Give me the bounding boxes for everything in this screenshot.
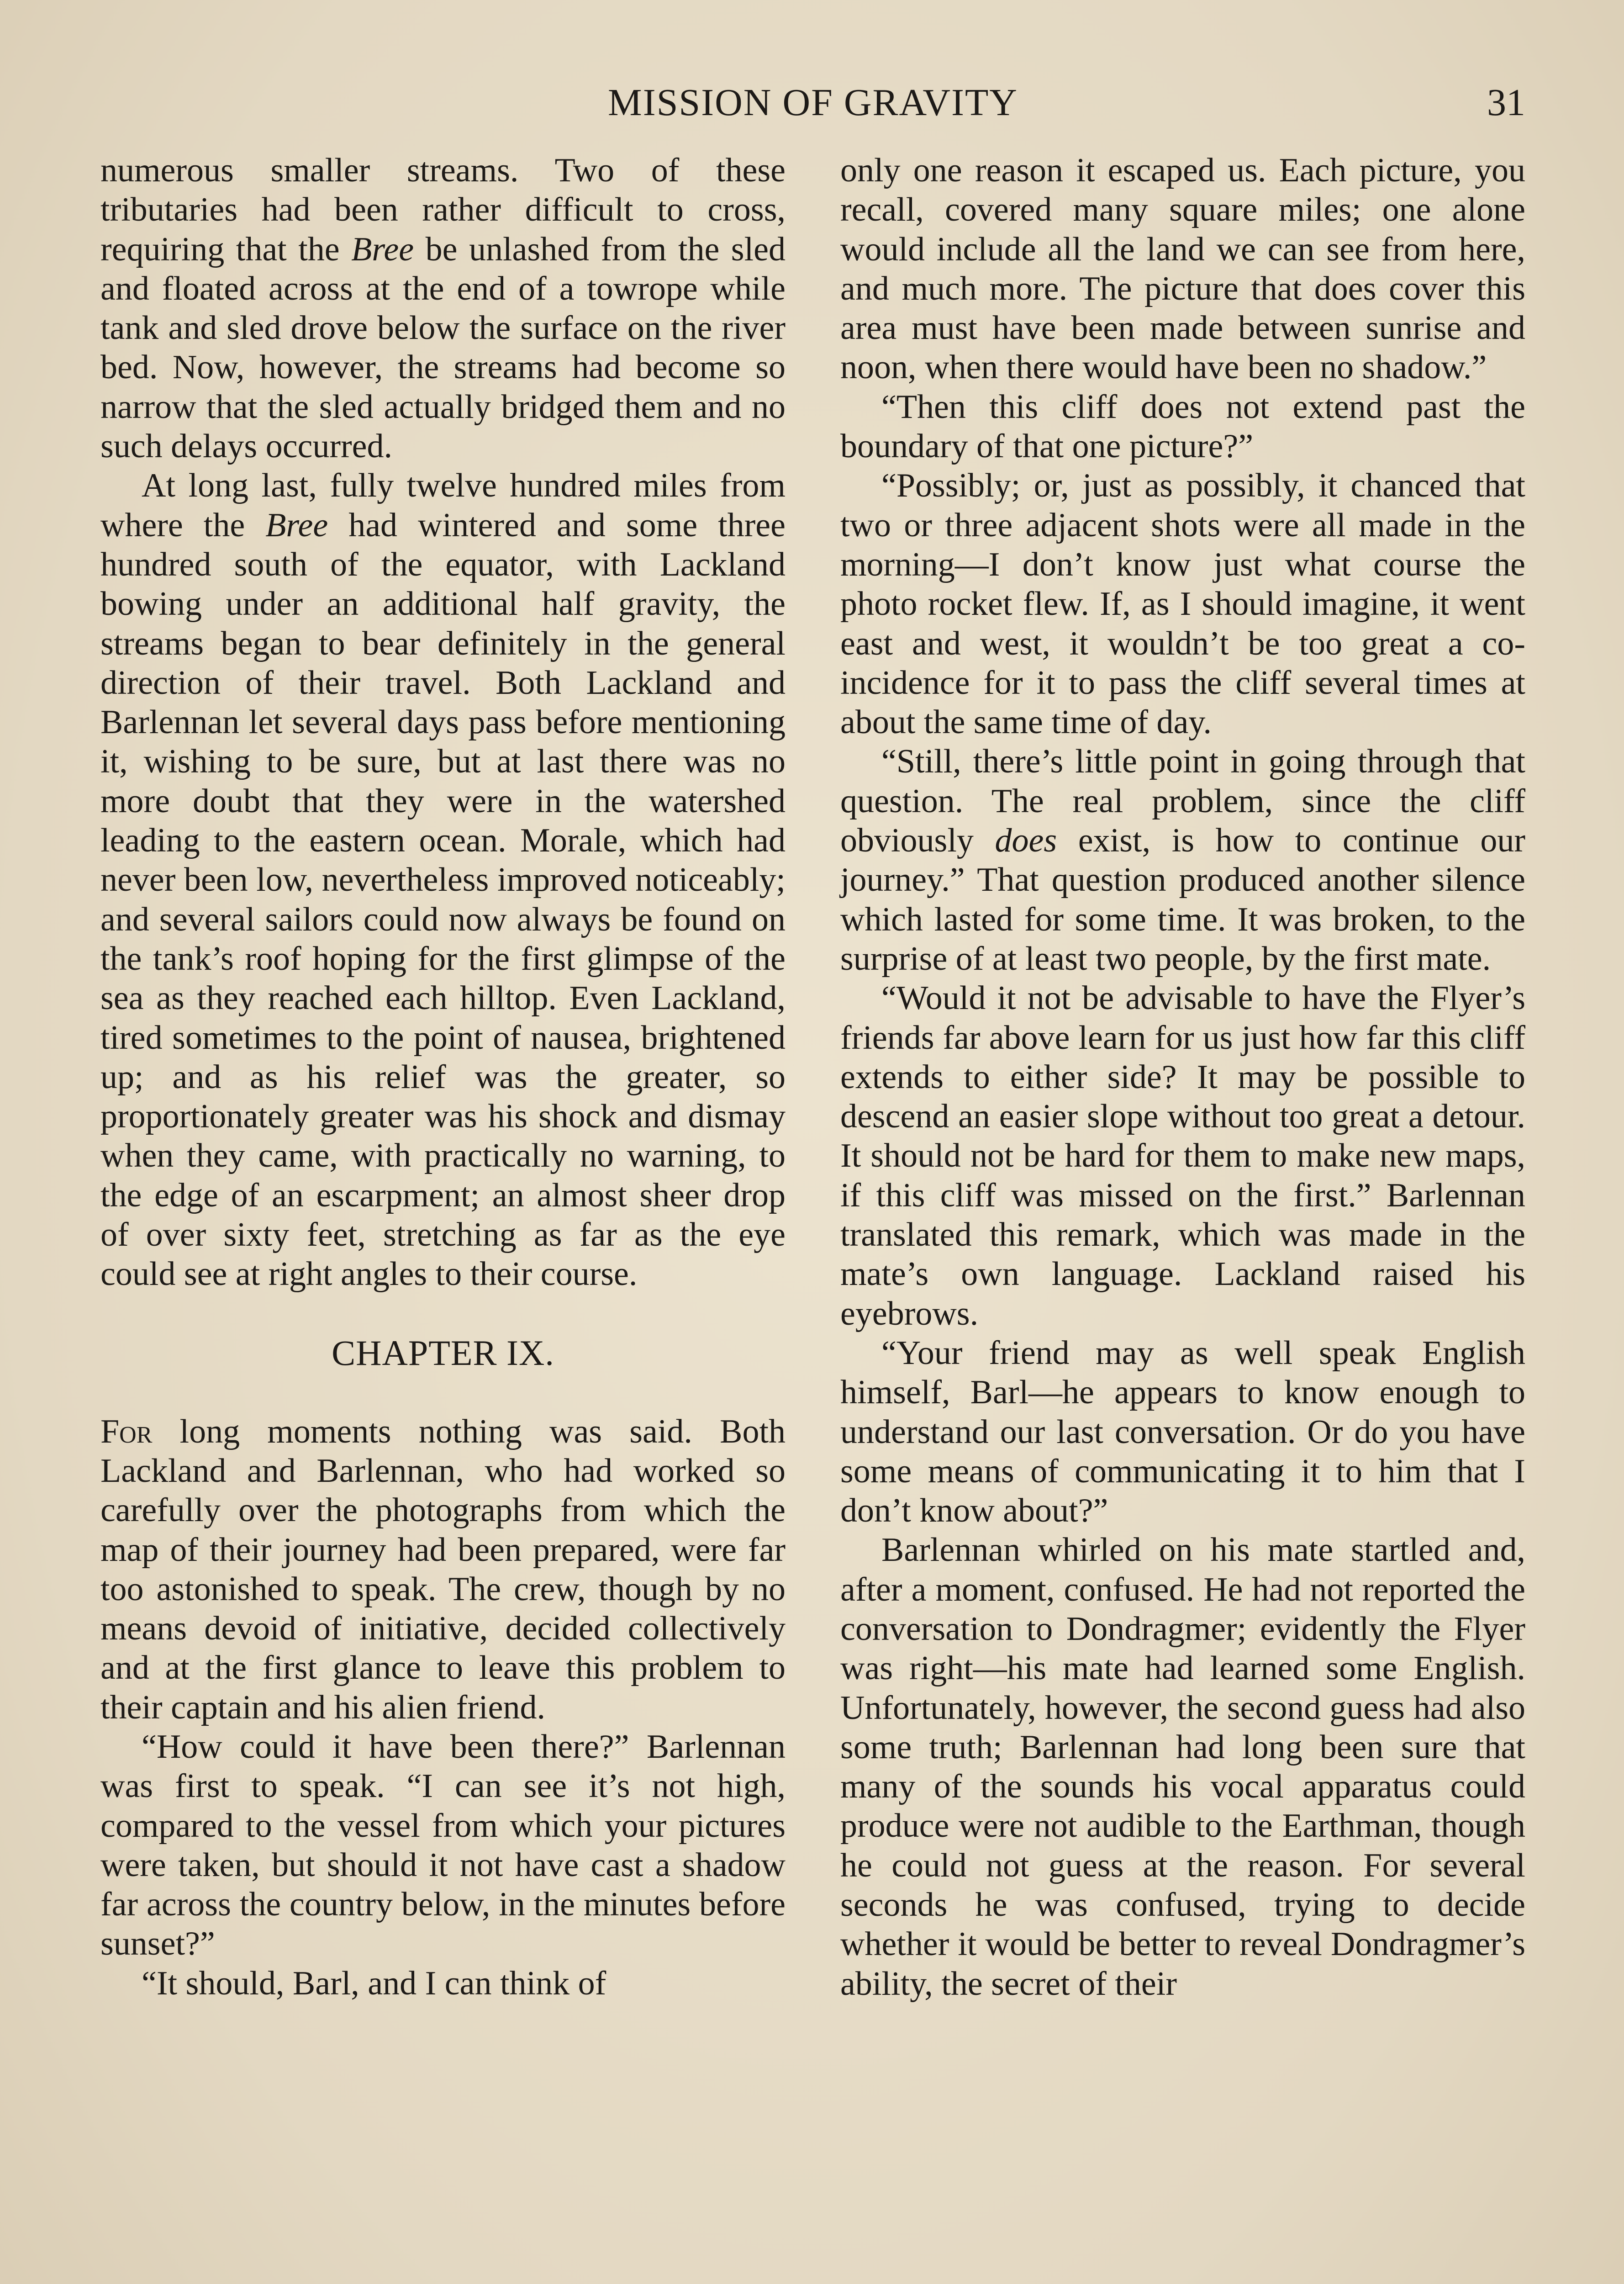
paragraph: numerous smaller streams. Two of these tributaries had been rather difficult to cross, requiring that the Bree be unlashed from the sled and floated across at the end of a towrope while tank and sled drove below the surface on the river bed. Now, however, the streams had become so narrow that the sled actually bridged them and no such delays occurred. xyxy=(100,152,786,465)
paragraph: “Possibly; or, just as possibly, it chanced that two or three adjacent shots were all made in the morning—I don’t know just what course the photo rocket flew. If, as I should imagine, it went east and west, it wouldn’t be too great a coincidence for it to pass the cliff several times at about the same time of day. xyxy=(840,467,1525,741)
ship-name: Bree xyxy=(351,230,414,268)
paragraph: “Still, there’s little point in going through that question. The real problem, since the cliff obviously does exist, is how to continue our journey.” That question produced another silence which lasted for some time. It was broken, to the surprise of at least two people, by the first mate. xyxy=(840,743,1525,978)
page-header xyxy=(100,78,1525,128)
left-column xyxy=(100,151,786,2003)
paragraph: At long last, fully twelve hundred miles from where the Bree had wintered and some three hundred south of the equator, with Lackland bowing under an additional half gravity, the streams began to bear definitely in the general direction of their travel. Both Lackland and Barlennan let several days pass before mentioning it, wishing to be sure, but at last there was no more doubt that they were in the watershed leading to the eastern ocean. Morale, which had never been low, nevertheless improved noticeably; and several sailors could now always be found on the tank’s roof hoping for the first glimpse of the sea as they reached each hilltop. Even Lackland, tired sometimes to the point of nausea, brightened up; and as his relief was the greater, so proportionately greater was his shock and dismay when they came, with practically no warning, to the edge of an escarpment; an almost sheer drop of over sixty feet, stretching as far as the eye could see at right angles to their course. xyxy=(100,467,786,1293)
ship-name: Bree xyxy=(265,506,328,544)
emphasis: does xyxy=(995,822,1057,860)
paragraph: “It should, Barl, and I can think of xyxy=(142,1964,606,2002)
paragraph: “Would it not be advisable to have the Flyer’s friends far above learn for us just how far this cliff extends to either side? It may be possible to descend an easier slope without too great a detour. It should not be hard for them to make new maps, if this cliff was missed on the first.” Barlennan translated this remark, which was made in the mate’s own language. Lackland raised his eyebrows. xyxy=(840,979,1525,1332)
paragraph: “How could it have been there?” Barlennan was first to speak. “I can see it’s not high, compared to the vessel from which your pictures were taken, but should it not have cast a shadow far across the country below, in the minutes before sunset?” xyxy=(100,1728,786,1963)
page-number: 31 xyxy=(1487,81,1525,124)
paragraph: “Your friend may as well speak English himself, Barl—he appears to know enough to understand our last conversation. Or do you have some means of communicating it to him that I don’t know about?” xyxy=(840,1334,1525,1530)
chapter-heading: CHAPTER IX. xyxy=(332,1332,554,1373)
paragraph: Barlennan whirled on his mate startled and, after a moment, confused. He had not reported the conversation to Dondragmer; evidently the Flyer was right—his mate had learned some English. Unfortunately, however, the second guess had also some truth; Barlennan had long been sure that many of the sounds his vocal apparatus could produce were not audible to the Earthman, though he could not guess at the reason. For several seconds he was confused, trying to decide whether it would be better to reveal Dondragmer’s ability, the secret of their xyxy=(840,1531,1525,2003)
running-title: MISSION OF GRAVITY xyxy=(608,81,1018,124)
paragraph: For long moments nothing was said. Both Lackland and Barlennan, who had worked so carefully over the photographs from which the map of their journey had been prepared, were far too astonished to speak. The crew, though by no means devoid of initiative, decided collectively and at the first glance to leave this problem to their captain and his alien friend. xyxy=(100,1412,786,1726)
opening-word: For xyxy=(100,1412,153,1450)
right-column xyxy=(840,151,1525,2004)
paragraph: only one reason it escaped us. Each picture, you recall, covered many square miles; one alone would include all the land we can see from here, and much more. The picture that does cover this area must have been made between sunrise and noon, when there would have been no shadow.” xyxy=(840,152,1525,386)
paragraph: “Then this cliff does not extend past the boundary of that one picture?” xyxy=(840,388,1525,465)
